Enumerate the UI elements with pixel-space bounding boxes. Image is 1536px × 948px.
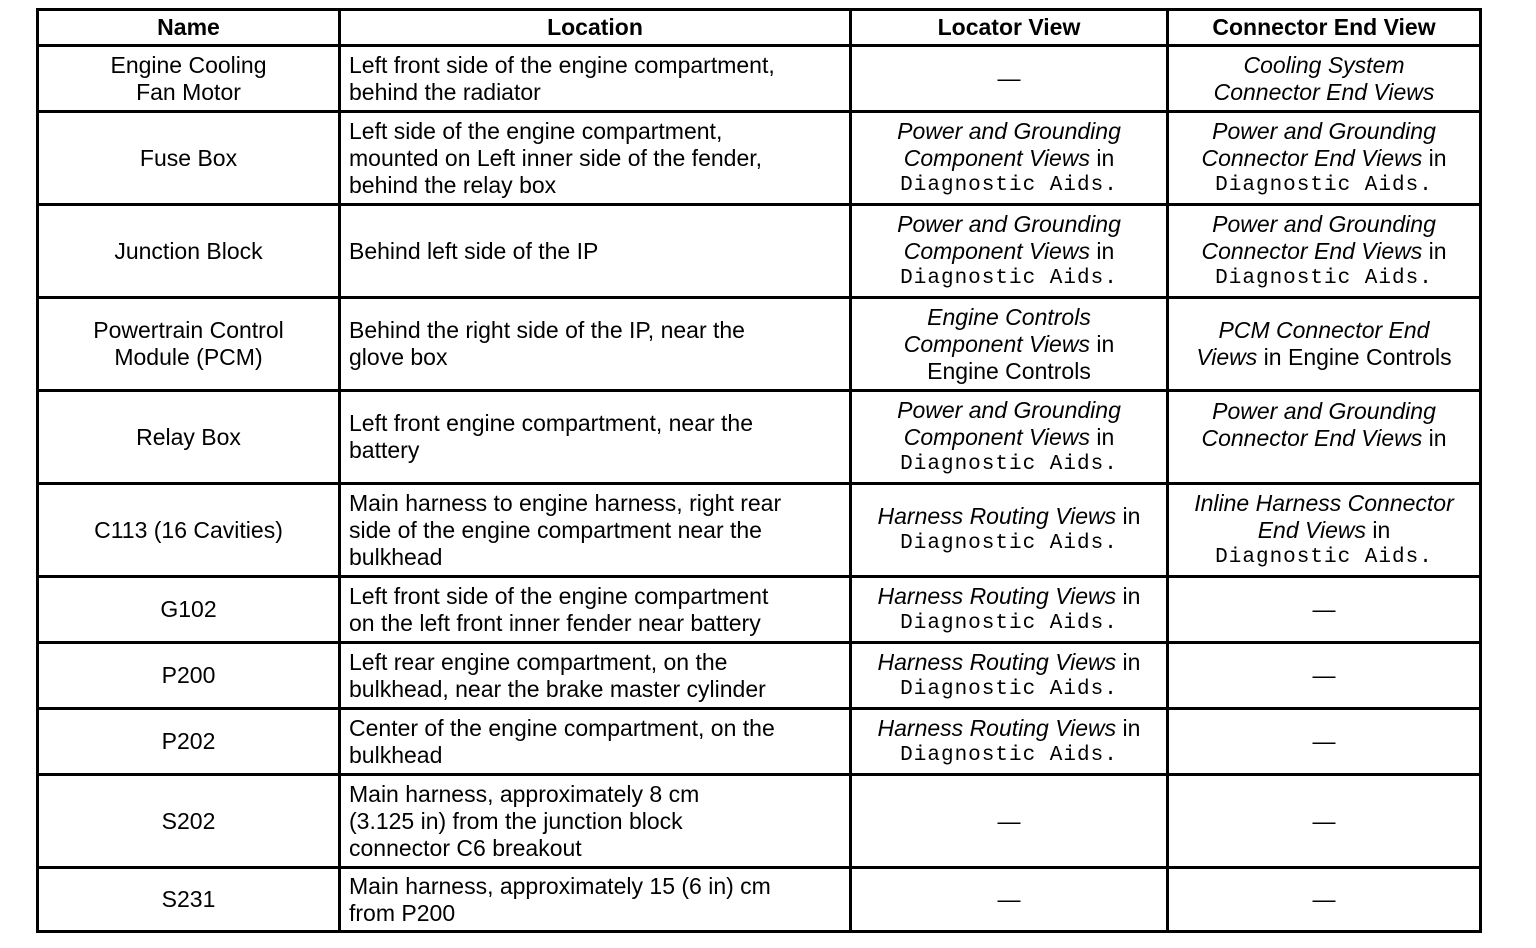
location-line: battery xyxy=(349,437,420,463)
cell-name: P202 xyxy=(38,709,340,775)
in-word: in xyxy=(1116,648,1141,675)
cell-connector-end-view xyxy=(1168,484,1481,577)
table-row xyxy=(38,709,1481,775)
header-locator-view: Locator View xyxy=(851,10,1168,46)
section-ref: Engine Controls xyxy=(927,357,1091,384)
cell-name: P200 xyxy=(38,643,340,709)
connector-ref: Connector End Views xyxy=(1201,425,1423,451)
in-word: in xyxy=(1116,714,1141,741)
section-ref: Diagnostic Aids. xyxy=(1215,266,1433,290)
locator-ref: Harness Routing Views xyxy=(877,582,1117,609)
header-row xyxy=(38,10,1481,46)
in-word: in xyxy=(1089,144,1115,171)
section-ref: Diagnostic Aids. xyxy=(900,532,1118,555)
cell-location xyxy=(340,643,851,709)
locator-ref: Component Views xyxy=(903,144,1090,171)
location-line: Behind the right side of the IP, near the xyxy=(349,317,745,343)
locator-ref: Engine Controls xyxy=(927,303,1091,330)
section-ref: Diagnostic Aids. xyxy=(900,677,1118,701)
connector-ref: Views xyxy=(1196,344,1258,370)
table-row xyxy=(38,643,1481,709)
location-line: Left front engine compartment, near the xyxy=(349,410,754,436)
table-row xyxy=(38,205,1481,298)
section-ref: Diagnostic Aids. xyxy=(1215,173,1433,197)
cell-name: Junction Block xyxy=(38,205,340,298)
section-ref: Diagnostic Aids. xyxy=(900,266,1118,290)
cell-location xyxy=(340,484,851,577)
in-word: in xyxy=(1365,516,1391,543)
table-row xyxy=(38,112,1481,205)
header-connector-end-view: Connector End View xyxy=(1168,10,1481,46)
table-row xyxy=(38,484,1481,577)
empty-dash: — xyxy=(1312,596,1336,622)
location-line: side of the engine compartment near the xyxy=(349,516,762,543)
component-locator-table xyxy=(36,8,1482,933)
cell-connector-end-view xyxy=(1168,643,1481,709)
cell-locator-view xyxy=(851,46,1168,112)
cell-location xyxy=(340,775,851,868)
section-ref: Diagnostic Aids. xyxy=(900,743,1118,767)
locator-ref: Harness Routing Views xyxy=(877,503,1117,529)
in-word: in xyxy=(1089,423,1115,450)
location-line: from P200 xyxy=(349,899,456,926)
cell-connector-end-view xyxy=(1168,205,1481,298)
locator-ref: Harness Routing Views xyxy=(877,714,1117,741)
location-line: Behind left side of the IP xyxy=(349,237,599,264)
cell-locator-view xyxy=(851,643,1168,709)
table-row xyxy=(38,775,1481,868)
location-line: Main harness to engine harness, right rear xyxy=(349,489,782,516)
cell-connector-end-view xyxy=(1168,391,1481,484)
location-line: Left side of the engine compartment, xyxy=(349,117,723,144)
connector-ref: Connector End Views xyxy=(1201,144,1423,171)
cell-location xyxy=(340,205,851,298)
section-ref: Diagnostic Aids. xyxy=(1215,545,1433,569)
location-line: Left front side of the engine compartment, xyxy=(349,51,775,78)
table-row xyxy=(38,391,1481,484)
cell-name: C113 (16 Cavities) xyxy=(38,484,340,577)
connector-ref: Power and Grounding xyxy=(1212,210,1436,237)
name-line: Module (PCM) xyxy=(114,344,263,370)
empty-dash: — xyxy=(1312,886,1336,912)
locator-ref: Power and Grounding xyxy=(897,117,1121,144)
cell-connector-end-view xyxy=(1168,46,1481,112)
connector-ref: Inline Harness Connector xyxy=(1194,489,1454,516)
locator-ref: Power and Grounding xyxy=(897,210,1121,237)
cell-locator-view xyxy=(851,298,1168,391)
cell-connector-end-view xyxy=(1168,112,1481,205)
connector-ref: PCM Connector End xyxy=(1218,317,1430,343)
locator-ref: Component Views xyxy=(903,330,1090,357)
location-line: Center of the engine compartment, on the xyxy=(349,714,775,741)
cell-connector-end-view xyxy=(1168,298,1481,391)
in-word: in Engine Controls xyxy=(1257,344,1452,370)
location-line: behind the relay box xyxy=(349,171,557,198)
cell-name: S231 xyxy=(38,868,340,932)
in-word: in xyxy=(1422,144,1447,171)
locator-ref: Component Views xyxy=(903,237,1090,264)
connector-ref: End Views xyxy=(1257,516,1366,543)
connector-ref: Power and Grounding xyxy=(1212,398,1436,424)
location-line: bulkhead, near the brake master cylinder xyxy=(349,675,766,702)
header-location: Location xyxy=(340,10,851,46)
table-row xyxy=(38,46,1481,112)
in-word: in xyxy=(1422,237,1447,264)
cell-name xyxy=(38,298,340,391)
cell-name: Fuse Box xyxy=(38,112,340,205)
location-line: (3.125 in) from the junction block xyxy=(349,807,683,834)
locator-ref: Harness Routing Views xyxy=(877,648,1117,675)
name-line: Powertrain Control xyxy=(93,317,284,343)
location-line: connector C6 breakout xyxy=(349,834,582,861)
section-ref: Diagnostic Aids. xyxy=(900,611,1118,635)
empty-dash: — xyxy=(1312,662,1336,688)
in-word: in xyxy=(1422,425,1447,451)
cell-name: Relay Box xyxy=(38,391,340,484)
empty-dash: — xyxy=(997,886,1021,912)
section-ref: Diagnostic Aids. xyxy=(900,452,1118,476)
cell-locator-view xyxy=(851,868,1168,932)
header-name: Name xyxy=(38,10,340,46)
cell-locator-view xyxy=(851,709,1168,775)
in-word: in xyxy=(1116,582,1141,609)
in-word: in xyxy=(1089,237,1115,264)
empty-dash: — xyxy=(997,65,1021,91)
connector-ref: Connector End Views xyxy=(1213,78,1435,105)
connector-ref: Cooling System xyxy=(1243,51,1405,78)
location-line: Left rear engine compartment, on the xyxy=(349,648,728,675)
locator-ref: Power and Grounding xyxy=(897,396,1121,423)
cell-connector-end-view xyxy=(1168,709,1481,775)
location-line: bulkhead xyxy=(349,543,443,570)
cell-location xyxy=(340,112,851,205)
connector-ref: Power and Grounding xyxy=(1212,117,1436,144)
cell-locator-view xyxy=(851,112,1168,205)
empty-dash: — xyxy=(1312,807,1336,834)
table-row xyxy=(38,577,1481,643)
locator-ref: Component Views xyxy=(903,423,1090,450)
cell-location xyxy=(340,391,851,484)
empty-dash: — xyxy=(1312,728,1336,754)
location-line: behind the radiator xyxy=(349,78,541,105)
cell-location xyxy=(340,868,851,932)
location-line: glove box xyxy=(349,344,448,370)
cell-connector-end-view xyxy=(1168,868,1481,932)
location-line: Left front side of the engine compartment xyxy=(349,582,769,609)
cell-location xyxy=(340,577,851,643)
cell-name: S202 xyxy=(38,775,340,868)
name-line: Engine Cooling xyxy=(110,51,267,78)
cell-location xyxy=(340,46,851,112)
empty-dash: — xyxy=(997,807,1021,834)
cell-location xyxy=(340,298,851,391)
name-line: Fan Motor xyxy=(136,78,241,105)
location-line: on the left front inner fender near battery xyxy=(349,609,761,636)
location-line: mounted on Left inner side of the fender, xyxy=(349,144,763,171)
cell-connector-end-view xyxy=(1168,775,1481,868)
cell-locator-view xyxy=(851,577,1168,643)
location-line: Main harness, approximately 8 cm xyxy=(349,780,700,807)
section-ref: Diagnostic Aids. xyxy=(900,173,1118,197)
in-word: in xyxy=(1089,330,1115,357)
cell-name xyxy=(38,46,340,112)
connector-ref: Connector End Views xyxy=(1201,237,1423,264)
cell-location xyxy=(340,709,851,775)
cell-name: G102 xyxy=(38,577,340,643)
cell-locator-view xyxy=(851,391,1168,484)
table-row xyxy=(38,298,1481,391)
table-row xyxy=(38,868,1481,932)
cell-locator-view xyxy=(851,775,1168,868)
cell-locator-view xyxy=(851,484,1168,577)
cell-connector-end-view xyxy=(1168,577,1481,643)
location-line: Main harness, approximately 15 (6 in) cm xyxy=(349,872,771,899)
in-word: in xyxy=(1116,503,1141,529)
cell-locator-view xyxy=(851,205,1168,298)
location-line: bulkhead xyxy=(349,741,443,768)
